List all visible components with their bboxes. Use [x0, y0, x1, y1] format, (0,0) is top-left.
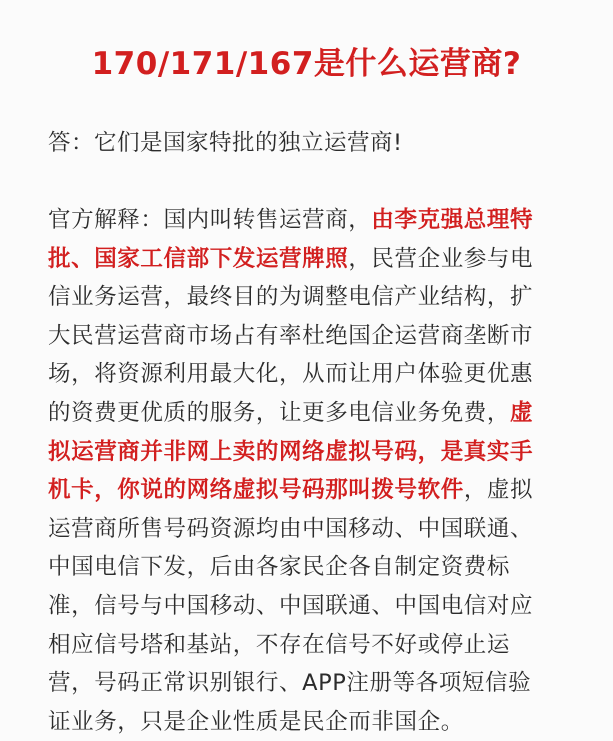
text-line — [48, 433, 580, 472]
text-line — [48, 394, 580, 433]
text-line — [48, 278, 580, 317]
text-line — [48, 703, 580, 741]
answer-text: 答：它们是国家特批的独立运营商! — [48, 130, 403, 156]
highlighted-text: 拟运营商并非网上卖的网络虚拟号码，是真实手 — [48, 438, 534, 465]
body-text-segment: 营，号码正常识别银行、APP注册等各项短信验 — [48, 670, 532, 697]
page-title: 170/171/167是什么运营商? — [91, 46, 522, 82]
body-text-segment: ，民营企业参与电 — [348, 245, 534, 272]
highlighted-text: 虚 — [510, 399, 534, 426]
body-text-segment: 中国电信下发，后由各家民企各自制定资费标 — [48, 554, 511, 581]
highlighted-text: 由李克强总理特 — [371, 207, 534, 233]
text-line — [48, 240, 580, 279]
body-text-segment: 信业务运营，最终目的为调整电信产业结构，扩 — [48, 284, 534, 311]
explanation-paragraph — [48, 201, 580, 741]
body-text-segment: 大民营运营商市场占有率杜绝国企运营商垄断市 — [48, 322, 534, 349]
body-text-segment: 准，信号与中国移动、中国联通、中国电信对应 — [48, 592, 534, 619]
body-text-segment: 场，将资源利用最大化，从而让用户体验更优惠 — [48, 361, 534, 388]
body-text-segment: 相应信号塔和基站，不存在信号不好或停止运 — [48, 631, 511, 658]
text-line — [48, 548, 580, 587]
body-text-segment: 官方解释：国内叫转售运营商， — [48, 207, 372, 233]
body-text-segment: 证业务，只是企业性质是民企而非国企。 — [48, 708, 464, 735]
body-text-segment: 的资费更优质的服务，让更多电信业务免费， — [48, 399, 511, 426]
highlighted-text: 机卡，你说的网络虚拟号码那叫拨号软件 — [48, 477, 464, 504]
text-line — [48, 471, 580, 510]
text-line — [48, 587, 580, 626]
text-line — [48, 355, 580, 394]
text-line — [48, 317, 580, 356]
text-line — [48, 664, 580, 703]
body-text-segment: 运营商所售号码资源均由中国移动、中国联通、 — [48, 515, 534, 542]
body-text-segment: ，虚拟 — [463, 477, 534, 504]
highlighted-text: 批、国家工信部下发运营牌照 — [48, 245, 349, 272]
text-line — [48, 201, 580, 240]
text-line — [48, 626, 580, 665]
text-line — [48, 510, 580, 549]
